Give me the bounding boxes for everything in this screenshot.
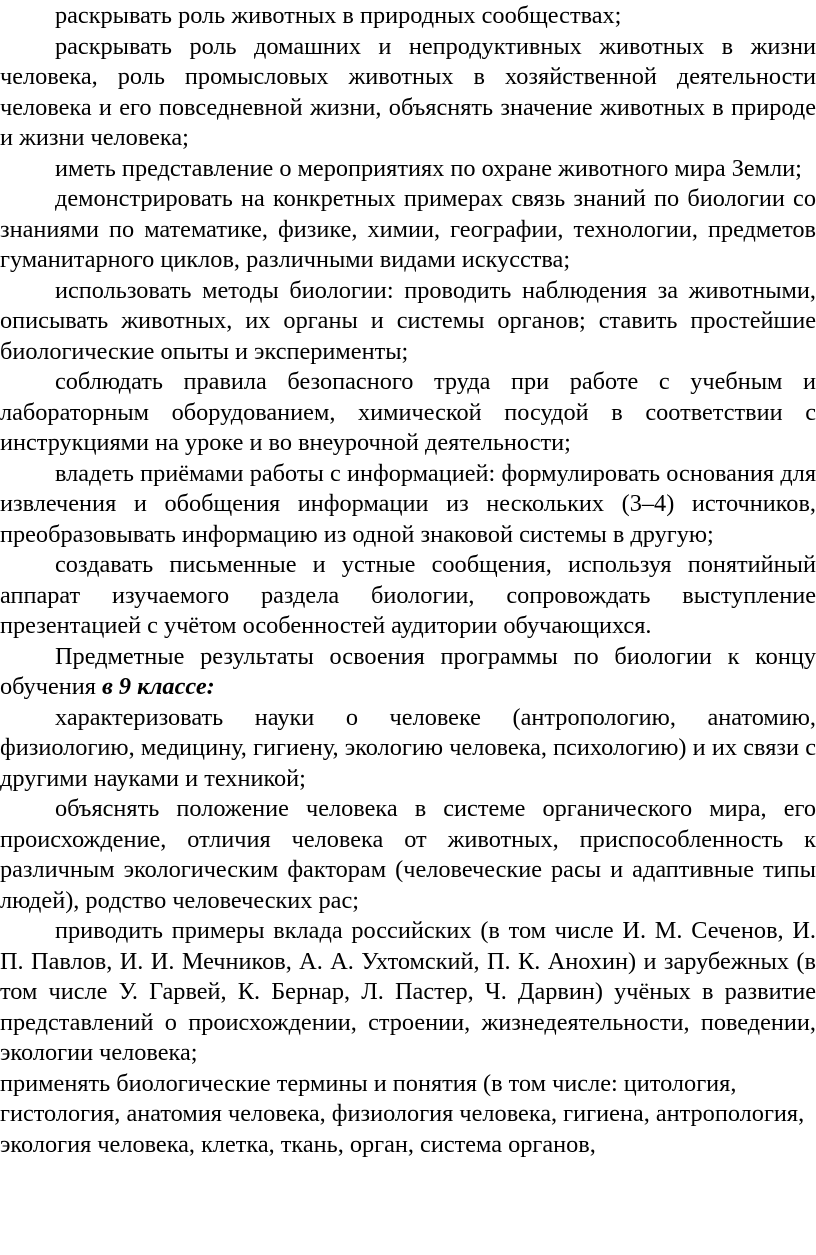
paragraph-information-skills: владеть приёмами работы с информацией: формулировать основания для извлечения и обобщения информации из нескольких (3–4) источников, преобразовывать информацию из одной знаковой системы в другую; — [0, 459, 816, 548]
paragraph-animal-role-communities: раскрывать роль животных в природных сообществах; — [55, 2, 622, 29]
paragraph-biological-terms: применять биологические термины и понятия (в том числе: цитология, гистология, анатомия человека, физиология человека, гигиена, антропология, экология человека, клетка, ткань, орган, система органов, — [0, 1069, 805, 1158]
paragraph-presentations: создавать письменные и устные сообщения, используя понятийный аппарат изучаемого раздела биологии, сопровождать выступление презентацией с учётом особенностей аудитории обучающихся. — [0, 551, 816, 639]
paragraph-interdisciplinary-links: демонстрировать на конкретных примерах связь знаний по биологии со знаниями по математике, физике, химии, географии, технологии, предметов гуманитарного циклов, различными видами искусства; — [0, 185, 816, 273]
paragraph-human-sciences: характеризовать науки о человеке (антропологию, анатомию, физиологию, медицину, гигиену, экологию человека, психологию) и их связи с другими науками и техникой; — [0, 703, 816, 792]
paragraph-safety-rules: соблюдать правила безопасного труда при работе с учебным и лабораторным оборудованием, химической посудой в соответствии с инструкциями на уроке и во внеурочной деятельности; — [0, 368, 816, 456]
paragraph-animal-protection: иметь представление о мероприятиях по охране животного мира Земли; — [55, 154, 802, 182]
paragraph-biology-methods: использовать методы биологии: проводить наблюдения за животными, описывать животных, их органы и системы органов; ставить простейшие биологические опыты и эксперименты; — [0, 276, 816, 365]
results-intro-paragraph — [0, 642, 816, 703]
paragraph-domestic-animals-role: раскрывать роль домашних и непродуктивных животных в жизни человека, роль промысловых животных в хозяйственной деятельности человека и его повседневной жизни, объяснять значение животных в природе и жизни человека; — [0, 32, 816, 151]
grade-9-emphasis: в 9 классе: — [102, 673, 215, 700]
paragraph-scientists-contribution: приводить примеры вклада российских (в том числе И. М. Сеченов, И. П. Павлов, И. И. Мечников, А. А. Ухтомский, П. К. Анохин) и зарубежных (в том числе У. Гарвей, К. Бернар, Л. Пастер, Ч. Дарвин) учёных в развитие представлений о происхождении, строении, жизнедеятельности, поведении, экологии человека; — [0, 917, 816, 1066]
results-intro-text: Предметные результаты освоения программы по биологии к концу обучения — [0, 642, 816, 700]
paragraph-human-position: объяснять положение человека в системе органического мира, его происхождение, отличия человека от животных, приспособленность к различным экологическим факторам (человеческие расы и адаптивные типы людей), родство человеческих рас; — [0, 795, 816, 914]
